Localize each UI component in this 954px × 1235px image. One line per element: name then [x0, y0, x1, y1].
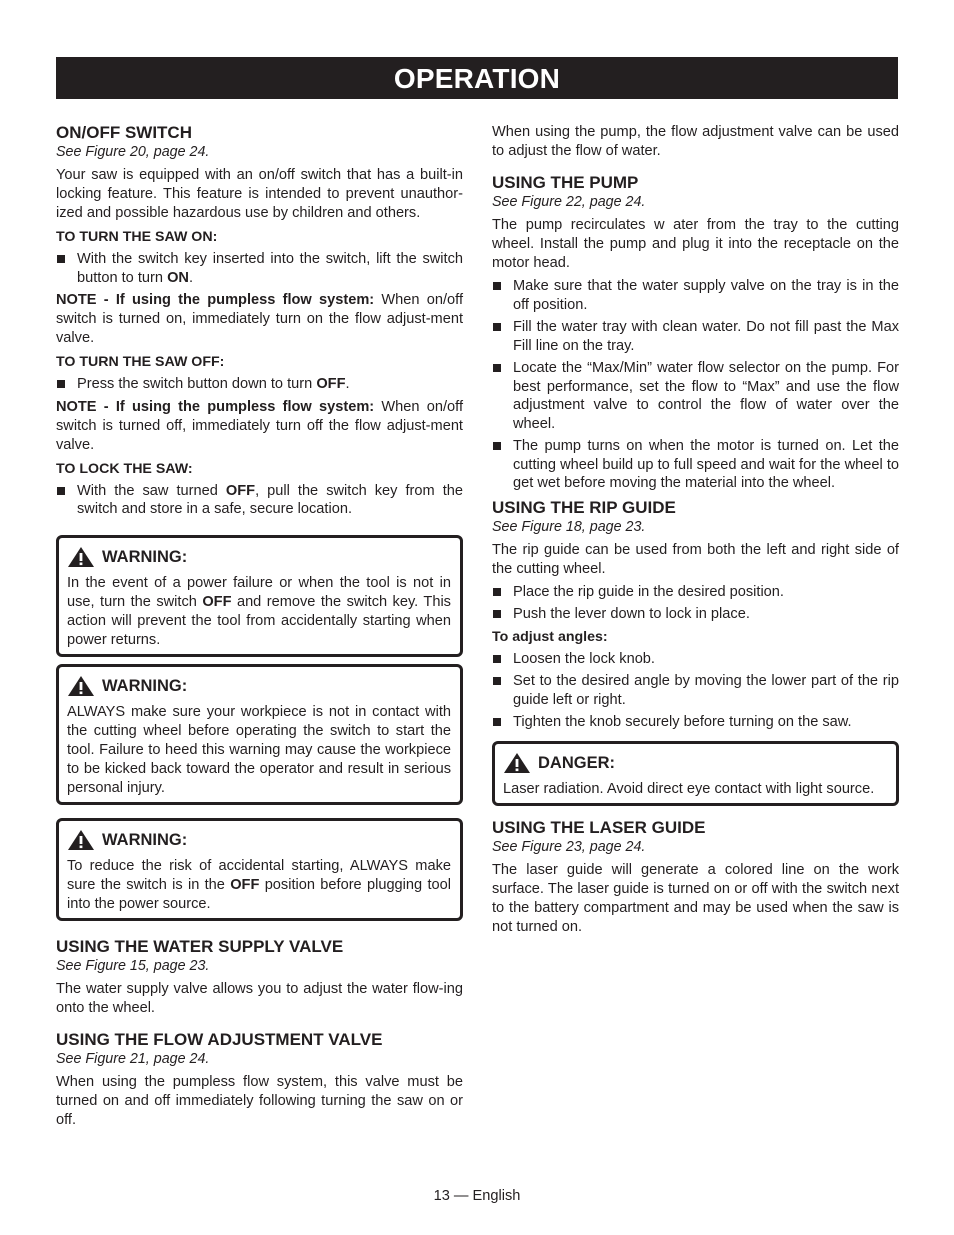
section-heading-water-valve: USING THE WATER SUPPLY VALVE [56, 936, 344, 956]
list-item: The pump turns on when the motor is turned on. Let the cutting wheel build up to full speed and wait for the wheel to get wet before moving the material into the wheel. [492, 437, 899, 493]
bullet-list-turn-on [56, 250, 463, 287]
section-heading-onoff: ON/OFF SWITCH [56, 123, 192, 142]
list-item-bold: ON [167, 269, 189, 286]
bullet-list-rip-guide [492, 583, 899, 624]
note-text: When on/off switch is turned on, immediately turn on the flow adjust-ment valve. [56, 292, 463, 346]
warning-title-row [67, 828, 451, 852]
list-item [56, 250, 463, 287]
warning-text-part: In the event of a power failure or when the tool is not in use, turn the switch [67, 574, 451, 610]
warning-title-row [67, 545, 451, 569]
page-footer: 13 — English [433, 1188, 521, 1204]
warning-triangle-icon [503, 752, 531, 774]
warning-title: WARNING: [102, 676, 188, 695]
warning-triangle-icon [67, 829, 95, 851]
paragraph-laser-guide: The laser guide will generate a colored line on the work surface. The laser guide is turned on or off with the switch next to the battery compartment and may be used when the saw is not turned on. [492, 861, 899, 935]
list-item: Set to the desired angle by moving the lower part of the rip guide left or right. [492, 672, 899, 709]
list-item-text: Press the switch button down to turn [77, 376, 317, 392]
list-item: Locate the “Max/Min” water flow selector on the pump. For best performance, set the flow to “Max” and use the flow adjustment valve to control the flow of water over the wheel. [492, 359, 899, 433]
warning-text [67, 574, 451, 650]
figure-reference: See Figure 21, page 24. [56, 1050, 210, 1067]
list-item-bold: OFF [316, 376, 346, 392]
warning-text-part: To reduce the risk of accidental starting, ALWAYS make sure the switch is in the [67, 857, 451, 893]
list-item [56, 482, 463, 519]
warning-title: WARNING: [102, 547, 188, 566]
note-turn-off [56, 398, 463, 455]
note-label: NOTE - If using the pumpless flow system: [56, 292, 375, 308]
warning-box-workpiece [56, 664, 463, 805]
subheading-lock: TO LOCK THE SAW: [56, 460, 193, 477]
list-item-bold: OFF [225, 482, 256, 499]
section-heading-rip-guide: USING THE RIP GUIDE [492, 497, 676, 517]
list-item-text: . [345, 376, 350, 392]
note-turn-on [56, 291, 463, 348]
warning-text [67, 857, 451, 914]
paragraph-pump-intro: When using the pump, the flow adjustment valve can be used to adjust the flow of water. [492, 124, 899, 159]
list-item-text: . [188, 269, 194, 286]
list-item: Loosen the lock knob. [492, 650, 899, 669]
list-item [56, 375, 463, 394]
warning-text-part: position before plugging tool into the power source. [67, 876, 451, 912]
subheading-turn-off: TO TURN THE SAW OFF: [56, 354, 225, 370]
paragraph-water-valve: The water supply valve allows you to adjust the water flow-ing onto the wheel. [56, 980, 463, 1016]
warning-text-part: and remove the switch key. This action will prevent the tool from accidentally starting when power returns. [67, 593, 451, 648]
page-title: OPERATION [56, 57, 898, 99]
paragraph-flow-valve: When using the pumpless flow system, this valve must be turned on and off immediately following turning the saw on or off. [56, 1073, 463, 1128]
warning-text-bold: OFF [230, 876, 260, 893]
warning-title-row [67, 674, 451, 698]
list-item-text: With the saw turned [77, 482, 226, 499]
paragraph-pump: The pump recirculates w ater from the tray to the cutting wheel. Install the pump and plug it into the receptacle on the motor head. [492, 217, 899, 271]
figure-reference: See Figure 20, page 24. [56, 144, 210, 160]
figure-reference: See Figure 22, page 24. [492, 194, 646, 210]
note-label: NOTE - If using the pumpless flow system: [56, 398, 375, 415]
danger-title: DANGER: [538, 753, 615, 772]
warning-text: ALWAYS make sure your workpiece is not in contact with the cutting wheel before operating the switch to start the tool. Failure to heed this warning may cause the workpiece to be kicked back toward the operator and result in serious personal injury. [67, 703, 451, 796]
list-item: Push the lever down to lock in place. [492, 605, 899, 624]
figure-reference: See Figure 23, page 24. [492, 838, 646, 855]
warning-box-power-failure [56, 535, 463, 657]
danger-text: Laser radiation. Avoid direct eye contact with light source. [503, 780, 875, 797]
figure-reference: See Figure 15, page 23. [56, 957, 210, 974]
warning-title: WARNING: [102, 830, 188, 849]
list-item-text: With the switch key inserted into the switch, lift the switch button to turn [77, 251, 463, 286]
section-heading-laser-guide: USING THE LASER GUIDE [492, 817, 706, 837]
section-heading-flow-valve: USING THE FLOW ADJUSTMENT VALVE [56, 1029, 383, 1049]
paragraph-rip-guide: The rip guide can be used from both the left and right side of the cutting wheel. [492, 541, 899, 577]
list-item: Place the rip guide in the desired position. [492, 583, 899, 602]
figure-reference: See Figure 18, page 23. [492, 518, 646, 535]
right-column [492, 123, 899, 937]
list-item: Make sure that the water supply valve on the tray is in the off position. [492, 277, 899, 314]
bullet-list-turn-off [56, 375, 463, 394]
warning-triangle-icon [67, 546, 95, 568]
bullet-list-lock [56, 482, 463, 519]
paragraph-onoff-intro: Your saw is equipped with an on/off switch that has a built-in locking feature. This feature is intended to prevent unauthor-ized and possible hazardous use by children and others. [56, 167, 463, 221]
warning-text-bold: OFF [202, 593, 232, 610]
left-column [56, 123, 463, 1130]
list-item: Fill the water tray with clean water. Do not fill past the Max Fill line on the tray. [492, 318, 899, 355]
section-heading-pump: USING THE PUMP [492, 173, 639, 192]
warning-triangle-icon [67, 675, 95, 697]
danger-title-row [503, 751, 887, 775]
note-text: When on/off switch is turned off, immediately turn off the flow adjust-ment valve. [56, 398, 463, 453]
list-item-text: , pull the switch key from the switch and store in a safe, secure location. [77, 482, 463, 517]
subheading-adjust-angles: To adjust angles: [492, 628, 608, 645]
subheading-turn-on: TO TURN THE SAW ON: [56, 229, 218, 245]
bullet-list-adjust-angles [492, 650, 899, 732]
danger-box-laser [492, 741, 899, 806]
warning-box-accidental-start [56, 818, 463, 921]
list-item: Tighten the knob securely before turning on the saw. [492, 713, 899, 732]
bullet-list-pump [492, 277, 899, 493]
